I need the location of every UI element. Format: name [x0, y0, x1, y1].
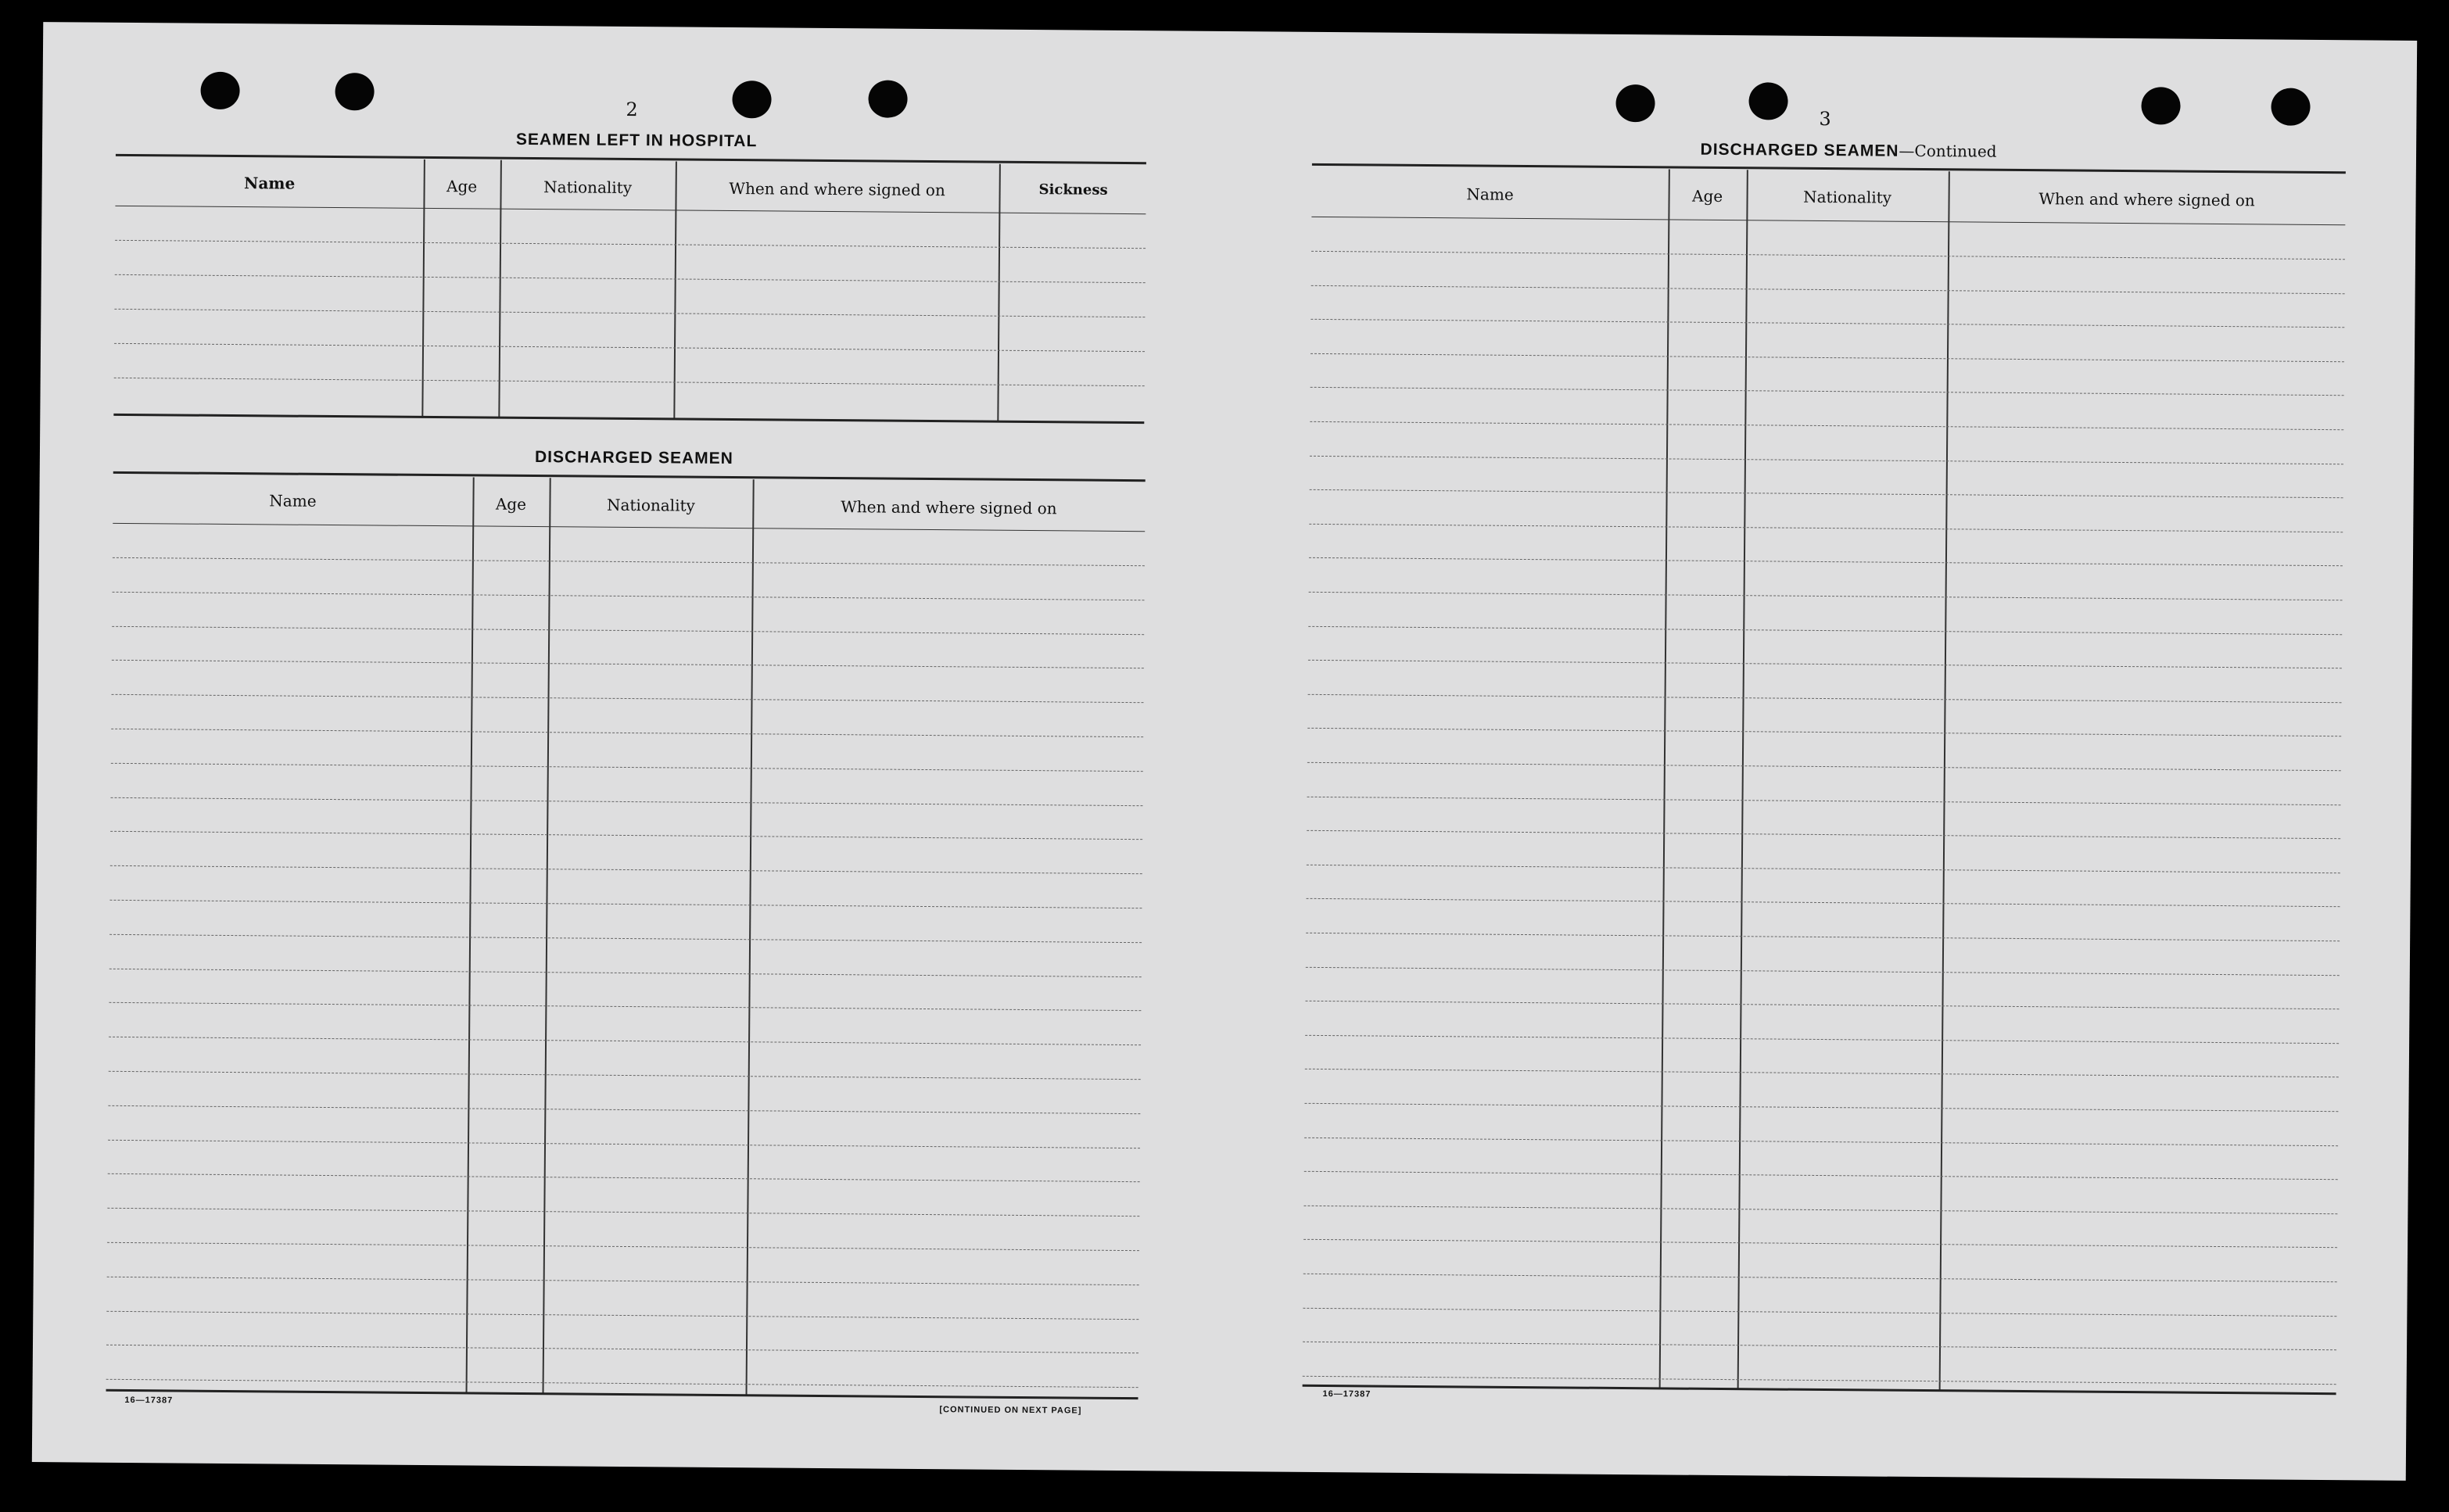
page-number-left: 2: [626, 98, 638, 121]
continued-suffix: —Continued: [1899, 141, 1997, 161]
hospital-section-title: SEAMEN LEFT IN HOSPITAL: [515, 130, 758, 151]
right-col-divider: [1939, 171, 1950, 1391]
right-col-age: Age: [1691, 186, 1723, 206]
form-row-line: [110, 865, 1142, 874]
discharged-top-rule: [113, 471, 1146, 482]
form-row-line: [1306, 966, 2340, 975]
form-row-line: [1308, 625, 2342, 634]
right-top-rule: [1312, 163, 2346, 174]
discharged-section-title: DISCHARGED SEAMEN: [534, 448, 733, 468]
form-row-line: [110, 797, 1142, 805]
discharged-continued-title-main: DISCHARGED SEAMEN: [1700, 140, 1899, 160]
form-row-line: [1307, 762, 2341, 771]
form-row-line: [107, 1242, 1139, 1251]
punch-hole: [732, 81, 771, 118]
hospital-header-rule: [115, 206, 1146, 214]
hospital-col-divider: [673, 161, 677, 419]
form-row-line: [1304, 1137, 2338, 1145]
form-row-line: [1303, 1376, 2336, 1385]
discharged-col-name: Name: [269, 491, 317, 511]
right-col-name: Name: [1466, 185, 1514, 204]
form-row-line: [109, 900, 1142, 908]
form-row-line: [111, 729, 1143, 737]
form-row-line: [1307, 830, 2340, 839]
discharged-col-divider: [543, 478, 551, 1394]
right-col-divider: [1737, 170, 1748, 1389]
form-row-line: [106, 1379, 1138, 1388]
left-footer-code: 16—17387: [124, 1395, 174, 1406]
form-row-line: [1308, 660, 2342, 668]
right-bottom-rule: [1303, 1385, 2336, 1395]
form-row-line: [1310, 489, 2343, 498]
right-footer-code: 16—17387: [1322, 1389, 1372, 1399]
form-row-line: [108, 1105, 1140, 1114]
form-row-line: [1303, 1239, 2337, 1248]
form-row-line: [109, 1002, 1141, 1011]
right-header-rule: [1311, 217, 2345, 225]
form-row-line: [108, 1173, 1140, 1182]
hospital-col-age: Age: [446, 177, 478, 196]
hospital-row-line: [115, 240, 1146, 249]
form-row-line: [1311, 251, 2345, 260]
punch-hole: [1615, 84, 1655, 122]
page-number-right: 3: [1819, 107, 1831, 131]
discharged-bottom-rule: [106, 1389, 1138, 1399]
form-row-line: [112, 694, 1144, 703]
form-row-line: [109, 968, 1142, 976]
hospital-col-divider: [421, 159, 425, 417]
form-row-line: [109, 1037, 1141, 1045]
hospital-col-signed-on: When and where signed on: [729, 179, 945, 200]
form-row-line: [1303, 1307, 2336, 1316]
form-row-line: [1307, 728, 2341, 736]
right-rows: [43, 22, 2417, 41]
form-row-line: [1309, 557, 2343, 566]
form-row-line: [110, 831, 1142, 840]
form-row-line: [106, 1310, 1138, 1319]
form-row-line: [1311, 353, 2344, 362]
form-row-line: [113, 557, 1145, 566]
form-row-line: [1307, 796, 2341, 804]
hospital-col-name: Name: [243, 174, 296, 193]
form-row-line: [109, 934, 1142, 943]
discharged-col-divider: [466, 477, 475, 1393]
hospital-row-line: [114, 343, 1145, 352]
discharged-col-age: Age: [495, 494, 527, 514]
form-row-line: [1305, 1035, 2339, 1044]
discharged-continued-title: [1575, 138, 2122, 162]
discharged-rows: [43, 22, 2417, 41]
hospital-row-line: [114, 309, 1145, 317]
hospital-col-sickness: Sickness: [1038, 181, 1108, 199]
hospital-top-rule: [116, 154, 1146, 164]
form-row-line: [1304, 1103, 2338, 1112]
form-row-line: [112, 625, 1144, 634]
form-row-line: [107, 1208, 1139, 1216]
discharged-col-signed-on: When and where signed on: [841, 497, 1057, 518]
discharged-col-divider: [746, 479, 755, 1396]
hospital-col-divider: [498, 160, 502, 418]
form-row-line: [1309, 524, 2343, 532]
form-row-line: [1303, 1342, 2336, 1350]
form-row-line: [1305, 1069, 2339, 1077]
hospital-col-nationality: Nationality: [543, 177, 633, 198]
form-row-line: [1310, 421, 2343, 430]
form-row-line: [1311, 387, 2344, 396]
discharged-header-rule: [113, 523, 1145, 532]
punch-hole: [2271, 88, 2310, 125]
form-row-line: [1303, 1274, 2337, 1282]
form-row-line: [1307, 898, 2340, 907]
form-row-line: [113, 592, 1145, 600]
form-row-line: [106, 1345, 1138, 1353]
form-row-line: [1308, 694, 2342, 703]
form-row-line: [111, 763, 1143, 772]
right-col-divider: [1659, 169, 1670, 1388]
hospital-bottom-rule: [113, 414, 1144, 424]
form-row-line: [1305, 1001, 2339, 1009]
form-row-line: [1311, 319, 2344, 328]
hospital-col-divider: [997, 164, 1001, 422]
form-row-line: [109, 1071, 1141, 1080]
punch-hole: [2141, 87, 2180, 124]
form-row-line: [1307, 865, 2340, 873]
manifest-sheet: [32, 22, 2417, 1481]
form-row-line: [1306, 933, 2340, 941]
form-row-line: [1309, 592, 2343, 600]
form-row-line: [108, 1139, 1140, 1148]
hospital-row-line: [115, 274, 1146, 283]
form-row-line: [1311, 285, 2345, 293]
form-row-line: [107, 1277, 1139, 1285]
punch-hole: [1748, 82, 1787, 120]
form-row-line: [1310, 455, 2343, 464]
hospital-row-line: [114, 378, 1145, 386]
punch-hole: [335, 73, 374, 110]
form-row-line: [1304, 1171, 2338, 1180]
punch-hole: [868, 80, 907, 117]
right-col-signed-on: When and where signed on: [2038, 189, 2255, 210]
right-col-nationality: Nationality: [1803, 187, 1892, 207]
form-row-line: [112, 660, 1144, 668]
continued-note: [CONTINUED ON NEXT PAGE]: [939, 1405, 1082, 1416]
discharged-col-nationality: Nationality: [606, 495, 695, 515]
form-row-line: [1303, 1206, 2337, 1214]
punch-hole: [200, 72, 239, 109]
